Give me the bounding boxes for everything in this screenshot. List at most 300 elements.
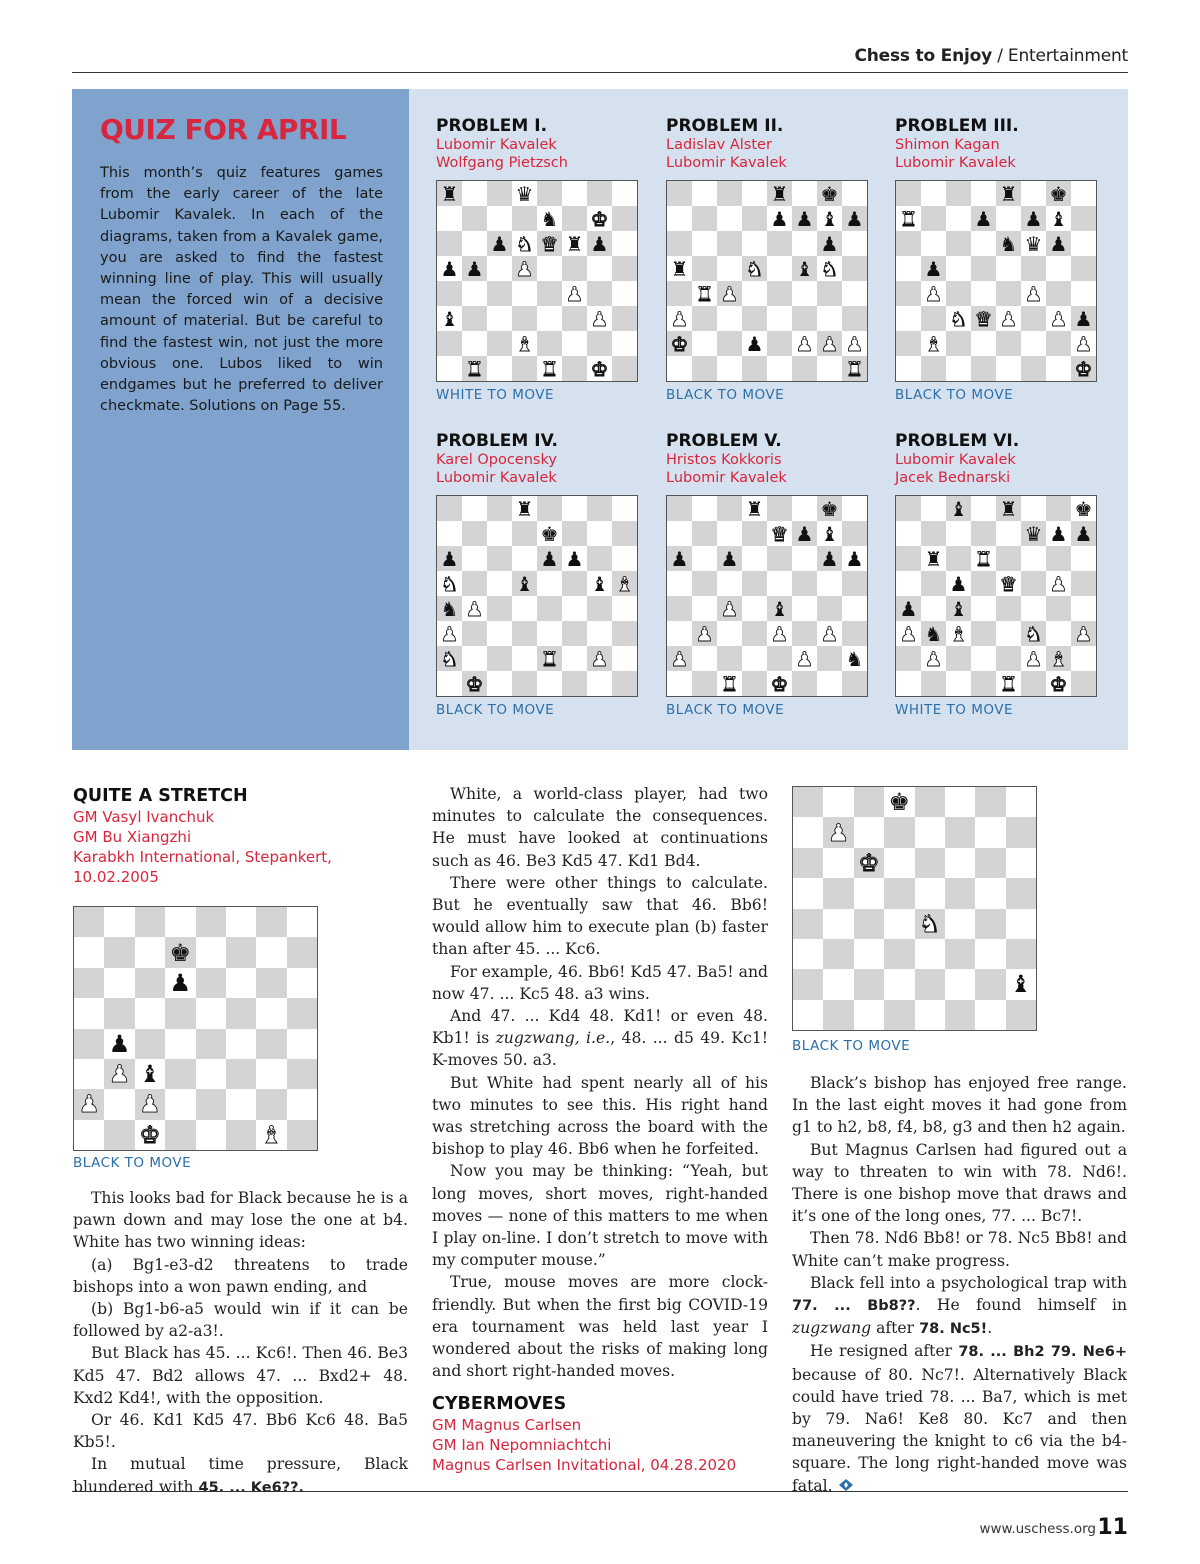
square-e3 <box>537 306 562 331</box>
square-g7 <box>587 521 612 546</box>
white-king-h1: ♚ <box>1071 356 1096 381</box>
white-pawn-b4: ♟ <box>465 596 484 621</box>
footer-rule <box>72 1491 1128 1492</box>
square-d3 <box>742 621 767 646</box>
square-a5 <box>896 256 921 281</box>
square-d6 <box>512 546 537 571</box>
square-g4 <box>975 909 1005 939</box>
problem-6-board <box>895 495 1097 697</box>
square-b6 <box>462 546 487 571</box>
problem-5-to-move: BLACK TO MOVE <box>666 702 785 718</box>
square-d2 <box>971 331 996 356</box>
square-a1 <box>896 356 921 381</box>
square-e2 <box>996 331 1021 356</box>
square-d4 <box>884 909 914 939</box>
square-f8 <box>945 787 975 817</box>
square-f8 <box>562 496 587 521</box>
square-c6 <box>946 231 971 256</box>
problem-white-player: Ladislav Alster <box>666 137 772 153</box>
square-c7 <box>854 817 884 847</box>
square-f8 <box>792 496 817 521</box>
square-g1 <box>817 671 842 696</box>
paragraph: But Black has 45. ... Kc6!. Then 46. Be3 Kd5 47. Bd2 allows 47. ... Bxd2+ 48. Kxd2 Kd4!, with the opposition. <box>73 1344 408 1407</box>
square-c5 <box>717 571 742 596</box>
square-d4 <box>512 281 537 306</box>
white-pawn-d5: ♟ <box>512 256 537 281</box>
article-1-continued <box>432 783 768 1382</box>
square-b8 <box>692 181 717 206</box>
square-d6 <box>884 848 914 878</box>
square-g8 <box>975 787 1005 817</box>
black-king-d8: ♚ <box>888 788 911 817</box>
square-h2 <box>287 1089 317 1119</box>
square-f1 <box>1021 671 1046 696</box>
black-bishop-e4: ♝ <box>767 596 792 621</box>
white-pawn-g3: ♟ <box>820 621 839 646</box>
black-knight-e7: ♞ <box>540 206 559 231</box>
square-d7 <box>742 521 767 546</box>
white-knight-g5: ♞ <box>820 256 839 281</box>
square-f3 <box>562 621 587 646</box>
article-2-black-player: GM Ian Nepomniachtchi <box>432 1436 612 1454</box>
white-king-g1: ♚ <box>590 356 609 381</box>
square-f8 <box>226 907 256 937</box>
square-f1 <box>792 671 817 696</box>
square-c3 <box>487 621 512 646</box>
black-king-g8: ♚ <box>1046 181 1071 206</box>
square-c7 <box>946 206 971 231</box>
paragraph: But Magnus Carlsen had figured out a way to threaten to win with 78. Nd6!. There is one bishop move that draws and it’s one of the long ones, 77. ... Bc7!. <box>792 1140 1127 1226</box>
square-h6 <box>1006 848 1036 878</box>
square-f5 <box>1021 571 1046 596</box>
square-h2 <box>612 331 637 356</box>
paragraph: Or 46. Kd1 Kd5 47. Bb6 Kc6 48. Ba5 Kb5!. <box>73 1411 408 1452</box>
paragraph: True, mouse moves are more clock-friendly. But when the first big COVID-19 era tournament was held last year I wondered about the risks of making long and short right-handed moves. <box>432 1273 768 1381</box>
square-c5 <box>854 878 884 908</box>
square-e7 <box>915 817 945 847</box>
square-c1 <box>946 356 971 381</box>
square-a7 <box>793 817 823 847</box>
white-king-c6: ♚ <box>854 848 884 878</box>
square-e6 <box>767 231 792 256</box>
square-d2 <box>165 1089 195 1119</box>
black-pawn-d7: ♟ <box>971 206 996 231</box>
square-f2 <box>226 1089 256 1119</box>
square-f2 <box>562 331 587 356</box>
square-c2 <box>854 969 884 999</box>
black-pawn-d6: ♟ <box>169 968 192 997</box>
square-c2 <box>717 331 742 356</box>
black-pawn-b5: ♟ <box>921 256 946 281</box>
square-d1 <box>165 1120 195 1150</box>
square-e2 <box>767 646 792 671</box>
black-pawn-f7: ♟ <box>792 206 817 231</box>
black-bishop-g7: ♝ <box>820 521 839 546</box>
black-bishop-h2: ♝ <box>1010 970 1032 999</box>
white-queen-e5: ♛ <box>999 571 1018 596</box>
black-pawn-b5: ♟ <box>462 256 487 281</box>
square-e5 <box>196 998 226 1028</box>
problem-4-to-move: BLACK TO MOVE <box>436 702 555 718</box>
black-rook-b6: ♜ <box>924 546 943 571</box>
square-f7 <box>562 521 587 546</box>
square-h7 <box>612 521 637 546</box>
square-c6 <box>135 968 165 998</box>
square-c4 <box>946 281 971 306</box>
black-pawn-b4: ♟ <box>108 1029 131 1058</box>
square-g2 <box>975 969 1005 999</box>
square-h7 <box>1071 206 1096 231</box>
subsection-name: Entertainment <box>1007 46 1128 66</box>
square-e4 <box>767 281 792 306</box>
square-a8 <box>437 496 462 521</box>
white-knight-a2: ♞ <box>437 646 462 671</box>
square-a1 <box>437 671 462 696</box>
black-pawn-e6: ♟ <box>537 546 562 571</box>
paragraph-text: because of 80. Nc7!. Alternatively Black could have tried 78. ... Ba7, which is met by 79. Na6! Ke8 80. Kc7 and then maneuvering the knight to c6 via the b4-square. The long right-handed move was fatal. <box>792 1365 1127 1495</box>
square-d1 <box>512 356 537 381</box>
move-notation: 77. ... Bb8?? <box>792 1298 916 1315</box>
square-d1 <box>742 356 767 381</box>
square-g3 <box>1046 621 1071 646</box>
square-e3 <box>996 621 1021 646</box>
square-c8 <box>135 907 165 937</box>
square-h1 <box>1071 671 1096 696</box>
square-a3 <box>896 306 921 331</box>
problem-title: PROBLEM III. <box>895 116 1019 136</box>
square-b1 <box>823 1000 853 1030</box>
square-h5 <box>1071 571 1096 596</box>
italic-term: zugzwang, i.e. <box>495 1029 611 1048</box>
article-1-black-player: GM Bu Xiangzhi <box>73 828 192 846</box>
square-h3 <box>842 306 867 331</box>
problem-4-heading <box>436 431 558 487</box>
square-b7 <box>692 206 717 231</box>
square-d8 <box>165 907 195 937</box>
square-f4 <box>792 281 817 306</box>
square-e7 <box>996 206 1021 231</box>
square-b6 <box>921 231 946 256</box>
black-pawn-c6: ♟ <box>487 231 512 256</box>
square-c7 <box>717 206 742 231</box>
square-g3 <box>975 939 1005 969</box>
square-e5 <box>537 256 562 281</box>
square-c7 <box>135 937 165 967</box>
black-king-e7: ♚ <box>540 521 559 546</box>
white-pawn-f2: ♟ <box>1024 646 1043 671</box>
square-f5 <box>945 878 975 908</box>
problem-3-heading <box>895 116 1019 172</box>
square-f6 <box>1021 546 1046 571</box>
square-h6 <box>1071 231 1096 256</box>
square-h2 <box>1071 646 1096 671</box>
square-c1 <box>487 671 512 696</box>
white-bishop-h5: ♝ <box>612 571 637 596</box>
square-b5 <box>921 571 946 596</box>
square-f3 <box>562 306 587 331</box>
square-c2 <box>487 646 512 671</box>
square-h1 <box>287 1120 317 1150</box>
square-c5 <box>487 571 512 596</box>
square-d3 <box>165 1059 195 1089</box>
problem-3-to-move: BLACK TO MOVE <box>895 387 1014 403</box>
square-h3 <box>612 306 637 331</box>
square-a5 <box>74 998 104 1028</box>
black-rook-a8: ♜ <box>437 181 462 206</box>
square-d6 <box>971 231 996 256</box>
square-b3 <box>921 306 946 331</box>
square-f2 <box>562 646 587 671</box>
square-f1 <box>792 356 817 381</box>
paragraph-text: . He found himself in <box>915 1296 1127 1315</box>
white-pawn-g2: ♟ <box>587 646 612 671</box>
square-e5 <box>767 256 792 281</box>
square-a6 <box>793 848 823 878</box>
square-f3 <box>792 306 817 331</box>
square-c8 <box>487 496 512 521</box>
square-f1 <box>1021 356 1046 381</box>
black-bishop-c8: ♝ <box>946 496 971 521</box>
square-h8 <box>842 181 867 206</box>
black-pawn-d2: ♟ <box>745 331 764 356</box>
square-a1 <box>793 1000 823 1030</box>
square-h1 <box>612 671 637 696</box>
square-g1 <box>587 671 612 696</box>
square-h5 <box>842 571 867 596</box>
square-b6 <box>104 968 134 998</box>
square-d2 <box>884 969 914 999</box>
square-f6 <box>226 968 256 998</box>
square-d8 <box>971 181 996 206</box>
white-pawn-f4: ♟ <box>1024 281 1043 306</box>
square-g7 <box>975 817 1005 847</box>
problem-black-player: Lubomir Kavalek <box>666 155 787 171</box>
paragraph: Now you may be thinking: “Yeah, but long moves, short moves, right-handed moves — none of this matters to me when I play on-line. I don’t stretch to move with my computer mouse.” <box>432 1162 768 1270</box>
white-rook-e2: ♜ <box>537 646 562 671</box>
black-pawn-a6: ♟ <box>437 546 462 571</box>
white-pawn-c2: ♟ <box>135 1089 165 1119</box>
square-d5 <box>971 571 996 596</box>
square-d7 <box>884 817 914 847</box>
square-e2 <box>767 331 792 356</box>
square-a8 <box>667 181 692 206</box>
square-g5 <box>817 571 842 596</box>
square-e4 <box>996 281 1021 306</box>
white-rook-a7: ♜ <box>899 206 918 231</box>
square-g1 <box>817 356 842 381</box>
problem-1-to-move: WHITE TO MOVE <box>436 387 555 403</box>
square-e4 <box>537 596 562 621</box>
square-a4 <box>667 281 692 306</box>
white-king-e1: ♚ <box>770 671 789 696</box>
problem-6-to-move: WHITE TO MOVE <box>895 702 1014 718</box>
problem-6-heading <box>895 431 1019 487</box>
black-pawn-g6: ♟ <box>587 231 612 256</box>
square-c5 <box>487 256 512 281</box>
square-b2 <box>104 1089 134 1119</box>
square-d2 <box>971 646 996 671</box>
white-rook-d6: ♜ <box>974 546 993 571</box>
square-f4 <box>562 596 587 621</box>
paragraph: White, a world-class player, had two minutes to calculate the consequences. He must have looked at continuations such as 46. Be3 Kd5 47. Kd1 Bd4. <box>432 785 768 870</box>
square-h6 <box>612 231 637 256</box>
paragraph <box>432 1005 768 1072</box>
square-e4 <box>196 1029 226 1059</box>
square-b2 <box>692 331 717 356</box>
black-bishop-d5: ♝ <box>512 571 537 596</box>
white-bishop-g1: ♝ <box>260 1120 283 1149</box>
square-f8 <box>1021 181 1046 206</box>
article-2-event: Magnus Carlsen Invitational, 04.28.2020 <box>432 1456 737 1474</box>
square-d2 <box>512 646 537 671</box>
problem-title: PROBLEM IV. <box>436 431 558 451</box>
end-mark-icon <box>838 1478 854 1492</box>
square-b2 <box>462 331 487 356</box>
square-c7 <box>487 521 512 546</box>
square-g2 <box>1046 331 1071 356</box>
square-c6 <box>717 231 742 256</box>
black-knight-e6: ♞ <box>996 231 1021 256</box>
square-a3 <box>793 939 823 969</box>
black-pawn-g6: ♟ <box>817 231 842 256</box>
square-h1 <box>1006 1000 1036 1030</box>
white-pawn-g2: ♟ <box>817 331 842 356</box>
black-king-h8: ♚ <box>1074 496 1093 521</box>
square-c5 <box>717 256 742 281</box>
square-a3 <box>74 1059 104 1089</box>
paragraph-text: Black fell into a psychological trap with <box>810 1273 1127 1292</box>
problem-4-board <box>436 495 638 697</box>
square-h3 <box>1006 939 1036 969</box>
square-e2 <box>196 1089 226 1119</box>
black-rook-e8: ♜ <box>767 181 792 206</box>
square-g4 <box>587 596 612 621</box>
problem-title: PROBLEM II. <box>666 116 784 136</box>
problem-white-player: Lubomir Kavalek <box>895 452 1016 468</box>
square-h5 <box>842 256 867 281</box>
square-d5 <box>742 571 767 596</box>
square-b7 <box>921 206 946 231</box>
square-a6 <box>896 231 921 256</box>
problem-3-board <box>895 180 1097 382</box>
white-pawn-b3: ♟ <box>692 621 717 646</box>
square-f3 <box>792 621 817 646</box>
square-b8 <box>921 496 946 521</box>
square-h8 <box>287 907 317 937</box>
square-c4 <box>487 596 512 621</box>
square-g4 <box>587 281 612 306</box>
square-b4 <box>823 909 853 939</box>
article-2-body <box>792 1072 1127 1497</box>
footer-website: www.uschess.org <box>979 1521 1096 1537</box>
white-pawn-h3: ♟ <box>1071 621 1096 646</box>
square-g2 <box>587 331 612 356</box>
white-knight-e4: ♞ <box>915 909 945 939</box>
article-1-date: 10.02.2005 <box>73 868 159 886</box>
square-a8 <box>74 907 104 937</box>
square-d1 <box>971 356 996 381</box>
square-a4 <box>793 909 823 939</box>
square-c7 <box>487 206 512 231</box>
white-bishop-b2: ♝ <box>924 331 943 356</box>
square-b5 <box>104 998 134 1028</box>
white-king-c1: ♚ <box>139 1120 161 1149</box>
square-h4 <box>287 1029 317 1059</box>
square-h5 <box>612 256 637 281</box>
square-d5 <box>165 998 195 1028</box>
square-h1 <box>612 356 637 381</box>
square-c1 <box>854 1000 884 1030</box>
black-pawn-g7: ♟ <box>1049 521 1068 546</box>
paragraph <box>792 1272 1127 1341</box>
square-h2 <box>612 646 637 671</box>
square-h4 <box>842 281 867 306</box>
quiz-intro-text: This month’s quiz features games from the early career of the late Lubomir Kavalek. In each of the diagrams, taken from a Kavalek game, you are asked to find the fastest winning line of play. This will usually mean the forced win of a decisive amount of material. But be careful to find the fastest win, not just the more obvious one. Lubos liked to win endgames but he preferred to deliver checkmate. Solutions on Page 55. <box>100 165 383 415</box>
article-2-white-player: GM Magnus Carlsen <box>432 1416 582 1434</box>
square-a8 <box>896 496 921 521</box>
square-f6 <box>945 848 975 878</box>
square-a1 <box>896 671 921 696</box>
square-g6 <box>975 848 1005 878</box>
black-pawn-c5: ♟ <box>949 571 968 596</box>
white-pawn-f2: ♟ <box>795 331 814 356</box>
square-h4 <box>1006 909 1036 939</box>
square-f8 <box>562 181 587 206</box>
square-c2 <box>946 331 971 356</box>
square-d8 <box>742 181 767 206</box>
square-e5 <box>915 878 945 908</box>
article-1-heading <box>73 785 332 887</box>
white-pawn-c4: ♟ <box>717 281 742 306</box>
square-a8 <box>896 181 921 206</box>
article-1-body <box>73 1187 408 1499</box>
square-b8 <box>462 496 487 521</box>
square-f6 <box>792 546 817 571</box>
square-e3 <box>915 939 945 969</box>
square-a4 <box>896 281 921 306</box>
square-h6 <box>1071 546 1096 571</box>
white-pawn-b7: ♟ <box>823 817 853 847</box>
square-b1 <box>692 671 717 696</box>
square-b7 <box>921 521 946 546</box>
square-a6 <box>667 231 692 256</box>
white-rook-c1: ♜ <box>720 671 739 696</box>
black-king-g8: ♚ <box>817 181 842 206</box>
square-h4 <box>1071 281 1096 306</box>
square-c2 <box>487 331 512 356</box>
white-pawn-g3: ♟ <box>1049 306 1068 331</box>
square-c6 <box>487 546 512 571</box>
black-knight-a4: ♞ <box>437 596 462 621</box>
square-g5 <box>1046 256 1071 281</box>
square-e5 <box>537 571 562 596</box>
square-g2 <box>256 1089 286 1119</box>
square-e3 <box>537 621 562 646</box>
square-c1 <box>946 671 971 696</box>
square-f5 <box>562 571 587 596</box>
black-pawn-c6: ♟ <box>717 546 742 571</box>
square-b2 <box>462 646 487 671</box>
black-knight-h2: ♞ <box>845 646 864 671</box>
square-a2 <box>896 331 921 356</box>
square-g8 <box>587 181 612 206</box>
square-e1 <box>996 356 1021 381</box>
square-h5 <box>1071 256 1096 281</box>
article-2-title: CYBERMOVES <box>432 1394 567 1414</box>
problem-white-player: Lubomir Kavalek <box>436 137 557 153</box>
square-h1 <box>842 671 867 696</box>
white-knight-d6: ♞ <box>515 231 534 256</box>
